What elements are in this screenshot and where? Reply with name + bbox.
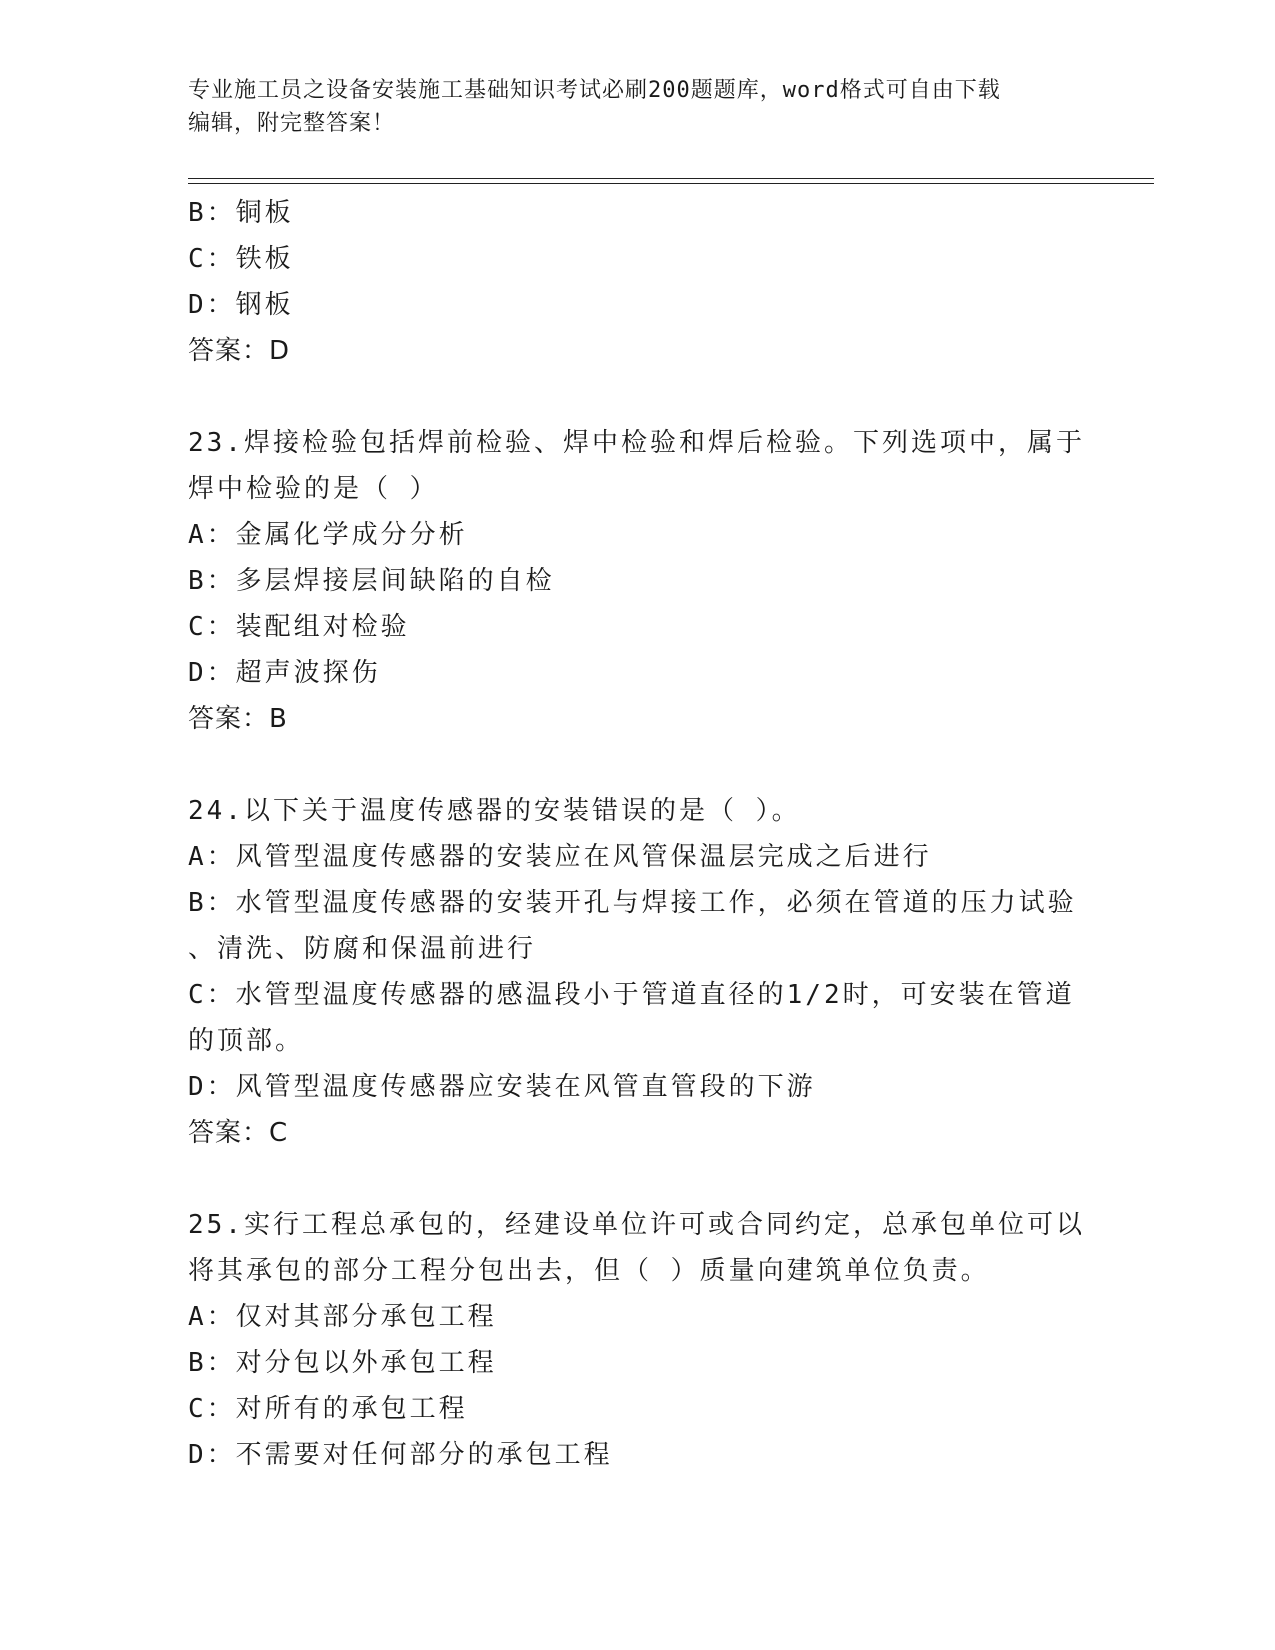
option-d: D：风管型温度传感器应安装在风管直管段的下游	[188, 1072, 816, 1102]
question-25	[188, 1202, 1088, 1478]
option-b-line-1: B：水管型温度传感器的安装开孔与焊接工作，必须在管道的压力试验	[188, 888, 1077, 918]
option-d: D：不需要对任何部分的承包工程	[188, 1440, 613, 1470]
question-stem-line-1: 25.实行工程总承包的，经建设单位许可或合同约定，总承包单位可以	[188, 1210, 1085, 1240]
option-b: B：多层焊接层间缺陷的自检	[188, 566, 555, 596]
question-content	[188, 190, 1088, 1478]
option-b: B：对分包以外承包工程	[188, 1348, 497, 1378]
question-stem-line-1: 23.焊接检验包括焊前检验、焊中检验和焊后检验。下列选项中，属于	[188, 428, 1085, 458]
option-a: A：仅对其部分承包工程	[188, 1302, 497, 1332]
header-divider-bottom	[188, 183, 1154, 184]
option-c-line-1: C：水管型温度传感器的感温段小于管道直径的1/2时，可安装在管道	[188, 980, 1075, 1010]
header-divider-top	[188, 178, 1154, 179]
question-stem-line-1: 24.以下关于温度传感器的安装错误的是（ ）。	[188, 796, 801, 826]
document-header	[188, 74, 1088, 140]
option-c: C：对所有的承包工程	[188, 1394, 468, 1424]
question-23	[188, 420, 1088, 742]
option-a: A：风管型温度传感器的安装应在风管保温层完成之后进行	[188, 842, 932, 872]
header-line-2: 编辑，附完整答案！	[188, 111, 396, 136]
option-c-line-2: 的顶部。	[188, 1026, 305, 1056]
option-b: B：铜板	[188, 198, 294, 228]
question-24	[188, 788, 1088, 1156]
answer: 答案：D	[188, 336, 291, 366]
question-stem-line-2: 焊中检验的是（ ）	[188, 474, 439, 504]
option-a: A：金属化学成分分析	[188, 520, 468, 550]
option-d: D：超声波探伤	[188, 658, 381, 688]
header-line-1: 专业施工员之设备安装施工基础知识考试必刷200题题库，word格式可自由下载	[188, 78, 1001, 103]
answer: 答案：C	[188, 1118, 289, 1148]
answer: 答案：B	[188, 704, 288, 734]
question-22	[188, 190, 1088, 374]
option-b-line-2: 、清洗、防腐和保温前进行	[188, 934, 537, 964]
option-c: C：铁板	[188, 244, 294, 274]
option-d: D：钢板	[188, 290, 294, 320]
question-stem-line-2: 将其承包的部分工程分包出去，但（ ）质量向建筑单位负责。	[188, 1256, 990, 1286]
option-c: C：装配组对检验	[188, 612, 410, 642]
